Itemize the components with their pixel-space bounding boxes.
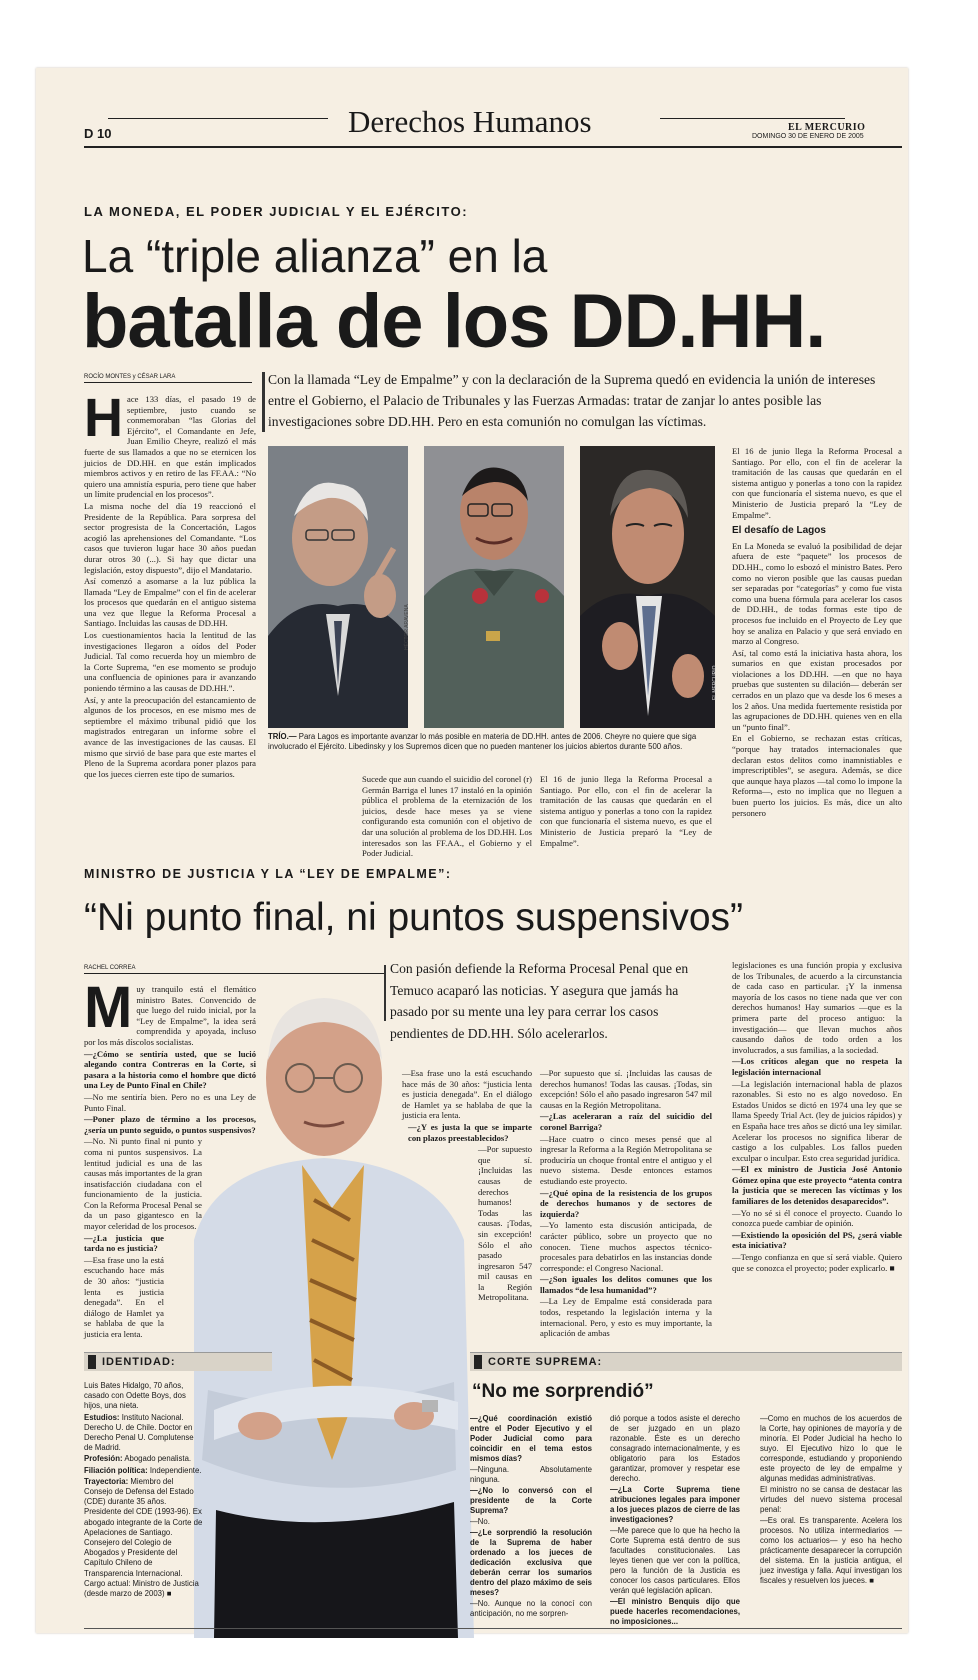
identity-line: Profesión: Abogado penalista. xyxy=(84,1454,192,1464)
cheyre-figure-icon xyxy=(424,446,564,728)
caption-lead: TRÍO.— xyxy=(268,732,297,741)
answer: —Hace cuatro o cinco meses pensé que al ingresar la Reforma a la Región Metropolitana se produciría un choque frontal entre el antiguo y el nuevo sistema. Desde entonces estamos estudiando este proyecto. xyxy=(540,1133,712,1186)
issue-date: DOMINGO 30 DE ENERO DE 2005 xyxy=(752,133,864,140)
question: —¿Y es justa la que se imparte con plazos preestablecidos? xyxy=(408,1121,532,1143)
paragraph: La misma noche del día 19 reaccionó el Presidente de la República. Para sorpresa del sector progresista de la Concertación, Lagos acogió las aprehensiones del Comandante. “Los casos que tuvieron lugar hace 30 años puedan durar otros 30 (...). Si hay que dictar una legislación, estoy dispuesto”, dijo el Mandatario. xyxy=(84,500,256,575)
answer: —No me sentiría bien. Pero no es una Ley de Punto Final. xyxy=(84,1091,256,1113)
photo-libedinsky xyxy=(580,446,715,728)
question: —Poner plazo de término a los procesos, ¿sería un punto seguido, o puntos suspensivos? xyxy=(84,1114,256,1135)
supreme-column-2 xyxy=(610,1414,740,1626)
story1-headline-line2: batalla de los DD.HH. xyxy=(82,279,826,364)
masthead-bottom-rule xyxy=(84,146,902,148)
answer: —Tengo confianza en que sí será viable. Quiero que se conozca el proyecto; poder explicarlo. ■ xyxy=(732,1252,902,1273)
answer: El ministro no se cansa de destacar las virtudes del nuevo sistema procesal penal: xyxy=(760,1485,902,1514)
answer: —Esa frase uno la está escuchando hace más de 30 años: “justicia lenta es justicia denegada”. En el diálogo de Hamlet ya se hablaba de que la justicia era lenta. xyxy=(402,1068,532,1121)
question: —El ministro Benquis dijo que puede hacerles recomendaciones, no imposiciones... xyxy=(610,1597,740,1626)
identity-title: IDENTIDAD: xyxy=(102,1356,176,1368)
photo-lagos xyxy=(268,446,408,728)
paragraph: En el Gobierno, se rechazan estas críticas, “porque hay tratados internacionales que declaran estos delitos como inamnistiables e imprescriptibles”, se asegura. Además, se dice que aunque haya plazos —tal como lo impone la Reforma—, esto no implica que no lleguen a buen puerto los juicios. Es más, dice un alto personero xyxy=(732,733,902,818)
paragraph: Así comenzó a asomarse a la luz pública la llamada “Ley de Empalme” con el fin de acelerar los procesos que quedarán en el antiguo sistema una vez que llegue la Reforma Procesal a Santiago. Incluidas las causas de DD.HH. xyxy=(84,576,256,629)
story2-dropcap: M xyxy=(84,975,133,1040)
libedinsky-figure-icon xyxy=(580,446,715,728)
footer-rule xyxy=(84,1628,902,1629)
answer: —Ninguna. Absolutamente ninguna. xyxy=(470,1465,592,1484)
question: —¿Le sorprendió la resolución de la Suprema de haber ordenado a los jueces de dedicación exclusiva que deberán cerrar los sumarios dentro del plazo máximo de seis meses? xyxy=(470,1528,592,1597)
answer: —No. xyxy=(470,1517,490,1526)
photo-credit-3: EL MERCURIO xyxy=(712,665,718,700)
paragraph: uy tranquilo está el flemático ministro Bates. Convencido de que luego del ruido inicial, por la “Ley de Empalme”, la idea será comprendida y apoyada, incluso por los más díscolos socialistas. xyxy=(84,984,256,1047)
supreme-box xyxy=(470,1352,902,1626)
identity-line: Trayectoria: Miembro del Consejo de Defensa del Estado (CDE) durante 35 años. Presidente del CDE (1993-96). Ex abogado integrante de la Corte de Apelaciones de Santiago. Consejero del Colegio de Abogados y Presidente del Capítulo Chileno de Transparencia Internacional. Cargo actual: Ministro de Justicia (desde marzo de 2003) ■ xyxy=(84,1476,203,1599)
answer: —Es oral. Es transparente. Acelera los procesos. No utiliza intermediarios —como los actuarios— y eso ha hecho prácticamente desaparecer la corrupción del sistema. En la justicia antigua, el juez investiga y falla. Aquí investigan los fiscales y resuelven los jueces. ■ xyxy=(760,1516,902,1585)
paragraph: En La Moneda se evaluó la posibilidad de dejar afuera de este “paquete” los procesos de DD.HH., como lo esbozó el ministro Bates. Pero como no vieron posible que las causas puedan ser separadas por “categorías” y como fue vista como una buena fórmula para acelerar los casos de DD.HH., de todas formas este tipo de procesos fue incluido en el Proyecto de Ley que hoy se analiza en Palacio y que será enviado en marzo al Congreso. xyxy=(732,540,902,647)
answer: —Yo lamento esta discusión anticipada, de carácter público, sobre un proyecto que no conocen. Tiene muchos aspectos técnico-procesales para debatirlos en las instancias donde corresponde: el Congreso Nacional. xyxy=(540,1220,712,1273)
story1-deck xyxy=(268,369,900,432)
photo-credit-1: HÉCTOR ARAVENA xyxy=(404,604,410,650)
identity-header xyxy=(84,1352,272,1371)
paragraph: Sucede que aun cuando el suicidio del coronel (r) Germán Barriga el lunes 17 instaló en la opinión pública el problema de la eternización de los juicios, desde hace meses ya se viene configurando esta comunión con el objetivo de dar una solución al problema de los DD.HH. Los interesados son las FF.AA., el Gobierno y el Poder Judicial. xyxy=(362,774,532,859)
masthead-rule-right xyxy=(660,118,845,119)
answer: —Por supuesto que sí. ¡Incluidas las causas de derechos humanos! Todas las causas. ¡Todas, sin excepción! Sólo el año pasado ingresaron 547 mil causas en la Región Metropolitana. xyxy=(540,1068,712,1110)
question: —Existiendo la oposición del PS, ¿será viable esta iniciativa? xyxy=(732,1229,902,1251)
story1-subhead: El desafío de Lagos xyxy=(732,525,826,537)
story1-headline-line1: La “triple alianza” en la xyxy=(82,230,548,282)
supreme-title: CORTE SUPREMA: xyxy=(488,1356,603,1368)
story1-dropcap: H xyxy=(84,388,123,448)
answer: dió porque a todos asiste el derecho de ser juzgado en un plazo razonable. Éste es un derecho consagrado internacionalmente, y es obligatorio para los Estados garantizar, promover y respetar ese derecho. xyxy=(610,1414,740,1483)
identity-line: Filiación política: Independiente. xyxy=(84,1465,202,1475)
page-number: D 10 xyxy=(84,126,112,141)
answer: —Esa frase uno la está escuchando hace más de 30 años: “justicia lenta es justicia denegada”. En el diálogo de Hamlet ya se hablaba de que la justicia era lenta. xyxy=(84,1254,164,1339)
story1-byline: ROCÍO MONTES y CÉSAR LARA xyxy=(84,374,176,380)
answer: —Por supuesto que sí. ¡Incluidas las causas de derechos humanos! Todas las causas. ¡Todas, sin excepción! Sólo el año pasado ingresaron 547 mil causas en la Región Metropolitana. xyxy=(478,1144,532,1303)
supreme-header xyxy=(470,1352,902,1371)
question: —¿Qué opina de la resistencia de los grupos de derechos humanos y de sectores de izquierda? xyxy=(540,1187,712,1219)
paragraph: Así, tal como está la iniciativa hasta ahora, los sumarios en que existan procesados por violaciones a los DD.HH. —en que no haya pruebas que sustenten su dilación— deberán ser cerrados en un plazo que va desde los 6 meses a los 2 años. Una medida fuertemente resistida por las agrupaciones de DD.HH. quienes ven en ella un “punto final”. xyxy=(732,647,902,732)
question: —¿La justicia que tarda no es justicia? xyxy=(84,1232,164,1254)
story1-deck-text: Con la llamada “Ley de Empalme” y con la declaración de la Suprema quedó en evidencia la unión de intereses entre el Gobierno, el Palacio de Tribunales y las Fuerzas Armadas: tratar de zanjar lo antes posible las investigaciones sobre DD.HH. Pero en esta comunión no comulgan las víctimas. xyxy=(268,372,876,429)
question: —¿La Corte Suprema tiene atribuciones legales para imponer a los jueces plazos de cierre de las investigaciones? xyxy=(610,1485,740,1524)
story2-byline: RACHEL CORREA xyxy=(84,965,136,971)
answer: —La Ley de Empalme está considerada para todos, respetando la legislación interna y la internacional. Pero, y esto es muy importante, la aplicación de ambas xyxy=(540,1296,712,1339)
paragraph: Así, y ante la preocupación del estancamiento de algunos de los procesos, en ese mismo mes de septiembre el máximo tribunal pidió que los magistrados entregaran un informe sobre el avance de las investigaciones de las causas. El mismo que sirvió de base para que este martes el Pleno de la Suprema acordara poner plazos para que los jueces cierren este tipo de sumarios. xyxy=(84,694,256,779)
supreme-headline: “No me sorprendió” xyxy=(472,1381,654,1402)
identity-line: Estudios: Instituto Nacional. Derecho U. de Chile. Doctor en Derecho Penal U. Complutense de Madrid. xyxy=(84,1412,194,1453)
story2-headline: “Ni punto final, ni puntos suspensivos” xyxy=(84,896,744,939)
box-marker-icon xyxy=(474,1355,482,1369)
question: —¿Las aceleraran a raíz del suicidio del coronel Barriga? xyxy=(540,1111,712,1132)
byline-rule xyxy=(84,973,384,974)
answer: —Me parece que lo que ha hecho la Corte Suprema está dentro de sus facultades constitucionales. Las leyes tienen que ver con la política, pero la función de la Justicia es conocer los casos particulares. Ellos verán qué legislación aplican. xyxy=(610,1526,740,1595)
answer: —No. Aunque no la conocí con anticipación, no me sorpren- xyxy=(470,1599,592,1618)
story1-column-1 xyxy=(84,388,256,816)
answer: legislaciones es una función propia y exclusiva de los Tribunales, de acuerdo a la circunstancia de cada caso en particular. ¡Y la inmensa mayoría de los casos no tiene nada que ver con derechos humanos! Hay sumarios —que es la primera parte del proceso antiguo: la investigación— que llevan muchos años causando daños de todo orden a los involucrados, a sus familias, a la sociedad. xyxy=(732,960,902,1055)
supreme-column-3 xyxy=(760,1414,902,1622)
answer: —La legislación internacional habla de plazos razonables. Si esto no es algo novedoso. En Estados Unidos se dictó en 1974 una ley que se llama Speedy Trial Act. (ley de juicios rápidos) y en España hace tres años se dictó una ley similar. Acelerar los procesos no significa liberar de castigo a los culpables. Los fallos pueden exculpar o inculpar. Esto crea seguridad jurídica. xyxy=(732,1078,902,1163)
story2-kicker: MINISTRO DE JUSTICIA Y LA “LEY DE EMPALME”: xyxy=(84,867,452,881)
deck-bar xyxy=(262,372,265,432)
masthead-rule-left xyxy=(108,118,328,119)
supreme-column-1 xyxy=(470,1414,592,1622)
question: —¿Qué coordinación existió entre el Poder Ejecutivo y el Poder Judicial como para coincidir en el tema estos mismos días? xyxy=(470,1414,592,1463)
story1-column-2 xyxy=(362,774,532,859)
identity-line: Luis Bates Hidalgo, 70 años, casado con Odette Boys, dos hijos, una nieta. xyxy=(84,1381,186,1411)
lagos-figure-icon xyxy=(268,446,408,728)
photo-caption xyxy=(268,732,716,752)
newspaper-name: EL MERCURIO xyxy=(788,122,866,133)
story1-column-3 xyxy=(540,774,712,848)
story2-deck-text: Con pasión defiende la Reforma Procesal Penal que en Temuco acaparó las noticias. Y asegura que jamás ha pasado por su mente una ley para cerrar los casos pendientes de DD.HH. Sólo acelerarlos. xyxy=(390,961,689,1041)
caption-text: Para Lagos es importante avanzar lo más posible en materia de DD.HH. antes de 2006. Cheyre no quiere que siga involucrado el Ejército. Libedinsky y los Supremos dicen que no pueden mantener los juicios abiertos durante 500 años. xyxy=(268,732,697,751)
photo-cheyre xyxy=(424,446,564,728)
question: —¿No lo conversó con el presidente de la Corte Suprema? xyxy=(470,1486,592,1515)
identity-body xyxy=(84,1381,204,1599)
paragraph: El 16 de junio llega la Reforma Procesal a Santiago. Por ello, con el fin de acelerar la tramitación de las causas que quedarán en el sistema antiguo y ponerlas a tono con la rapidez con que funcionaría el sistema nuevo, es que el Ministerio de Justicia preparó la “Ley de Empalme”. xyxy=(732,446,902,520)
answer: —No. Ni punto final ni punto y coma ni puntos suspensivos. La lentitud judicial es una de las causas más importantes de la gran insatisfacción ciudadana con el funcionamiento de la justicia. Con la Reforma Procesal Penal se da un paso gigantesco en la mayor celeridad de los procesos. xyxy=(84,1136,202,1232)
paragraph: El 16 de junio llega la Reforma Procesal a Santiago. Por ello, con el fin de acelerar la tramitación de las causas que quedarán en el sistema antiguo y ponerlas a tono con la rapidez con que funcionaría el sistema nuevo, es que el Ministerio de Justicia preparó la “Ley de Empalme”. xyxy=(540,774,712,848)
question: —Los críticos alegan que no respeta la legislación internacional xyxy=(732,1056,902,1077)
paragraph: ace 133 días, el pasado 19 de septiembre, justo cuando se conmemoraban “las Glorias del Ejército”, el Comandante en Jefe, Juan Emilio Cheyre, realizó el más fuerte de sus llamados a que no se eternicen los juicios de DD.HH. en que están implicados miembros activos y en retiro de las FF.AA.: “No quiero una amnistía espuria, pero tiene que haber un límite prudencial en los procesos”. xyxy=(84,394,256,500)
question: —¿Cómo se sentiría usted, que se lució alegando contra Contreras en la Corte, si pasara a la historia como el hombre que dictó una Ley de Punto Final en Chile? xyxy=(84,1048,256,1091)
question: —¿Son iguales los delitos comunes que los llamados “de lesa humanidad”? xyxy=(540,1274,712,1295)
section-title: Derechos Humanos xyxy=(348,104,592,139)
story1-kicker: LA MONEDA, EL PODER JUDICIAL Y EL EJÉRCITO: xyxy=(84,204,469,219)
story2-column-4 xyxy=(732,960,902,1340)
story1-column-4 xyxy=(732,446,902,818)
answer: —Yo no sé si él conoce el proyecto. Cuando lo conozca puede cambiar de opinión. xyxy=(732,1207,902,1229)
byline-rule xyxy=(84,382,252,383)
paragraph: Los cuestionamientos hacia la lentitud de las investigaciones llegaron a oídos del Poder Judicial. Tal como recuerda hoy un miembro de la Corte Suprema, “en ese momento se produjo una confluencia de opiniones para ir avanzando poniendo término a las causas de DD.HH.”. xyxy=(84,630,256,694)
box-marker-icon xyxy=(88,1355,96,1369)
story2-column-2 xyxy=(362,1068,532,1340)
question: —El ex ministro de Justicia José Antonio Gómez opina que este proyecto “atenta contra la justicia que se merecen las víctimas y los familiares de los detenidos desaparecidos”. xyxy=(732,1164,902,1207)
story2-column-3 xyxy=(540,1068,712,1340)
answer: —Como en muchos de los acuerdos de la Corte, hay opiniones de mayoría y de minoría. El Poder Judicial ha hecho lo suyo. El Ejecutivo hizo lo que le corresponde, estudiando y proponiendo este proyecto de ley de empalme y algunas medidas administrativas. xyxy=(760,1414,902,1483)
identity-box xyxy=(84,1352,272,1612)
